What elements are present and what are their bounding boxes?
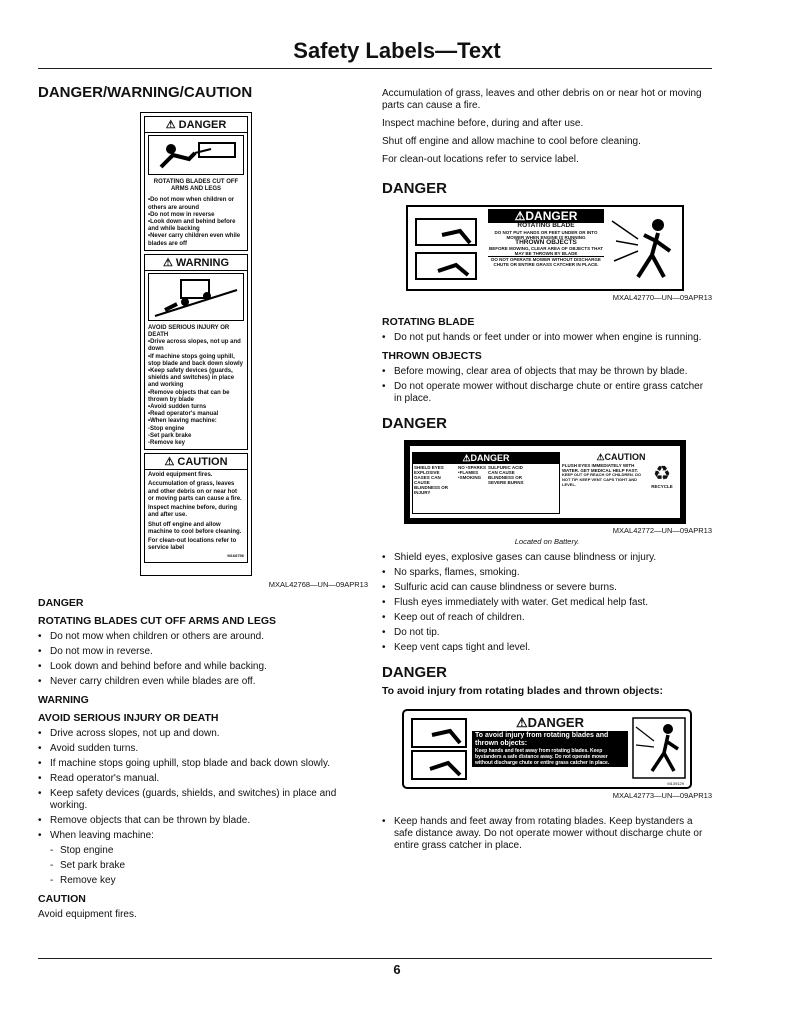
list-item: • Keep out of reach of children. [382,612,712,624]
list-item: • Do not operate mower without discharge chute or entire grass catcher in place. [382,381,712,405]
list-item: • Keep vent caps tight and level. [382,642,712,654]
battery-label [404,440,686,524]
rotating-blade-label [406,205,684,291]
battery-caution-head: ⚠CAUTION [596,452,646,462]
danger3-subheading: To avoid injury from rotating blades and thrown objects: [382,685,663,697]
paragraph: Accumulation of grass, leaves and other debris on or near hot or moving parts can cause a fire. [382,88,702,111]
right-column [382,88,712,858]
list-item: • Sulfuric acid can cause blindness or severe burns. [382,582,712,594]
battery-shield-eyes: SHIELD EYES EXPLOSIVE GASES CAN CAUSE BLINDNESS OR INJURY [414,465,449,495]
label-caution-head: ⚠ CAUTION [145,454,247,470]
final-list [382,816,712,852]
list-item: • Avoid sudden turns. [38,743,368,755]
hand-foot-pictogram-2 [410,717,470,783]
list-item: • Remove objects that can be thrown by blade. [38,815,368,827]
label4-code: M139129 [667,781,684,786]
list-item: • Flush eyes immediately with water. Get medical help fast. [382,597,712,609]
label-caution-section [144,453,248,562]
label-text-area: ⚠DANGER ROTATING BLADE DO NOT PUT HANDS OR FEET UNDER OR INTO MOWER WHEN ENGINE IS RUNNING THROWN OBJECTS BEFORE MOWING, CLEAR AREA OF OBJECTS THAT MAY BE THROWN BY BLADE DO NOT OPERATE MOWER WITHOUT DISCHARGE CHUTE OR ENTIRE GRASS CATCHER IN PLACE. [488,209,604,267]
danger-list [38,631,368,688]
top-rule [38,68,712,69]
label-warning-text: AVOID SERIOUS INJURY OR DEATH •Drive across slopes, not up and down •If machine stops going uphill, stop blade and back down slowly •Keep safety devices (guards, shields and switches) in place and working •Remove objects that can be thrown by blade •Avoid sudden turns •Read operator's manual •When leaving machine: -Stop engine -Set park brake -Remove key [148,324,244,447]
warning-label: WARNING [38,694,89,706]
left-text-block [38,578,368,927]
list-item: • Read operator's manual. [38,773,368,785]
paragraph: Shut off engine and allow machine to cool before cleaning. [382,136,641,147]
caption-4: MXAL42773—UN—09APR13 [612,791,712,800]
danger-heading-3: DANGER [382,664,448,681]
thrown-object-pictogram [608,211,680,287]
slope-pictogram [148,273,244,321]
warning-list [38,728,368,887]
thrown-objects-subheading: THROWN OBJECTS [382,350,482,362]
label-warning-head: ⚠ WARNING [145,255,247,271]
label-caution-text: Avoid equipment fires. Accumulation of grass, leaves and other debris on or near hot or moving parts can cause a fire. Inspect machine before, during and after use. Shut off engine and allow machine to cool before cleaning. For clean-out locations refer to service label M168756 [148,472,244,559]
list-item: • When leaving machine: [38,830,368,842]
label-danger-head: ⚠ DANGER [145,117,247,133]
list-item: • No sparks, flames, smoking. [382,567,712,579]
list-item: • Shield eyes, explosive gases can cause blindness or injury. [382,552,712,564]
label-danger-banner: ⚠DANGER [488,209,604,223]
list-item: • Keep hands and feet away from rotating blades. Keep bystanders a safe distance away. Do not operate mower without discharge chute or entire grass catcher in place. [382,816,712,852]
battery-caution-panel: ⚠CAUTION FLUSH EYES IMMEDIATELY WITH WATER. GET MEDICAL HELP FAST. KEEP OUT OF REACH OF CHILDREN. DO NOT TIP. KEEP VENT CAPS TIGHT AND LEVEL. ♻ RECYCLE [562,452,680,487]
rotating-blade-subheading: ROTATING BLADE [382,316,475,328]
warning-subheading: AVOID SERIOUS INJURY OR DEATH [38,712,219,724]
list-item: • Keep safety devices (guards, shields, and switches) in place and working. [38,788,368,812]
battery-list [382,552,712,654]
battery-danger-banner: ⚠DANGER [413,453,559,464]
danger-label: DANGER [38,597,84,609]
rotating-list [382,332,712,344]
list-item: • Never carry children even while blades are off. [38,676,368,688]
battery-sulfuric: SULFURIC ACID CAN CAUSE BLINDNESS OR SEVERE BURNS [488,465,524,485]
list-item: • Do not tip. [382,627,712,639]
caution-text: Avoid equipment fires. [38,909,137,920]
child-blade-pictogram [148,135,244,175]
label-danger-section [144,116,248,251]
label-danger-title: ROTATING BLADES CUT OFF ARMS AND LEGS [153,179,239,193]
list-item: • Do not mow in reverse. [38,646,368,658]
list-item: • Look down and behind before and while backing. [38,661,368,673]
caution-label: CAUTION [38,893,86,905]
page-title: Safety Labels—Text [293,38,501,63]
left-column [38,84,358,109]
page-number: 6 [393,962,401,977]
list-subitem: - Set park brake [38,860,368,872]
caption-3: MXAL42772—UN—09APR13 [612,526,712,535]
thrown-list [382,366,712,405]
list-item: • Drive across slopes, not up and down. [38,728,368,740]
avoid-injury-label [402,709,692,789]
section-heading: DANGER/WARNING/CAUTION [38,84,253,101]
list-item: • Do not mow when children or others are around. [38,631,368,643]
bottom-rule [38,958,712,959]
list-item: • If machine stops going uphill, stop blade and back down slowly. [38,758,368,770]
recycle-icon: ♻ RECYCLE [651,463,673,489]
battery-no-sparks: NO •SPARKS •FLAMES •SMOKING [458,465,486,480]
list-item: • Do not put hands or feet under or into mower when engine is running. [382,332,712,344]
list-subitem: - Stop engine [38,845,368,857]
danger-subheading: ROTATING BLADES CUT OFF ARMS AND LEGS [38,615,276,627]
list-item: • Before mowing, clear area of objects that may be thrown by blade. [382,366,712,378]
vertical-safety-label [140,112,252,576]
thrown-object-pictogram-2 [632,717,686,779]
caption-2: MXAL42770—UN—09APR13 [612,293,712,302]
paragraph: Inspect machine before, during and after use. [382,118,584,129]
located-note: Located on Battery. [514,537,580,546]
danger-heading-1: DANGER [382,180,448,197]
hand-foot-pictogram [412,213,484,285]
label-warning-section [144,254,248,450]
caption-1: MXAL42768—UN—09APR13 [268,580,368,589]
label4-danger-head: ⚠DANGER [516,715,584,730]
label-danger-lines: •Do not mow when children or others are around •Do not mow in reverse •Look down and behind before and while backing •Never carry children even while blades are off [148,197,241,247]
paragraph: For clean-out locations refer to service label. [382,154,579,165]
label4-text-area [472,715,628,767]
list-subitem: - Remove key [38,875,368,887]
battery-danger-panel [412,452,560,514]
danger-heading-2: DANGER [382,415,448,432]
label4-banner: To avoid injury from rotating blades and thrown objects: Keep hands and feet away from rotating blades. Keep bystanders a safe distance away. Do not operate mower without discharge chute or entire grass catcher in place. [472,731,628,767]
